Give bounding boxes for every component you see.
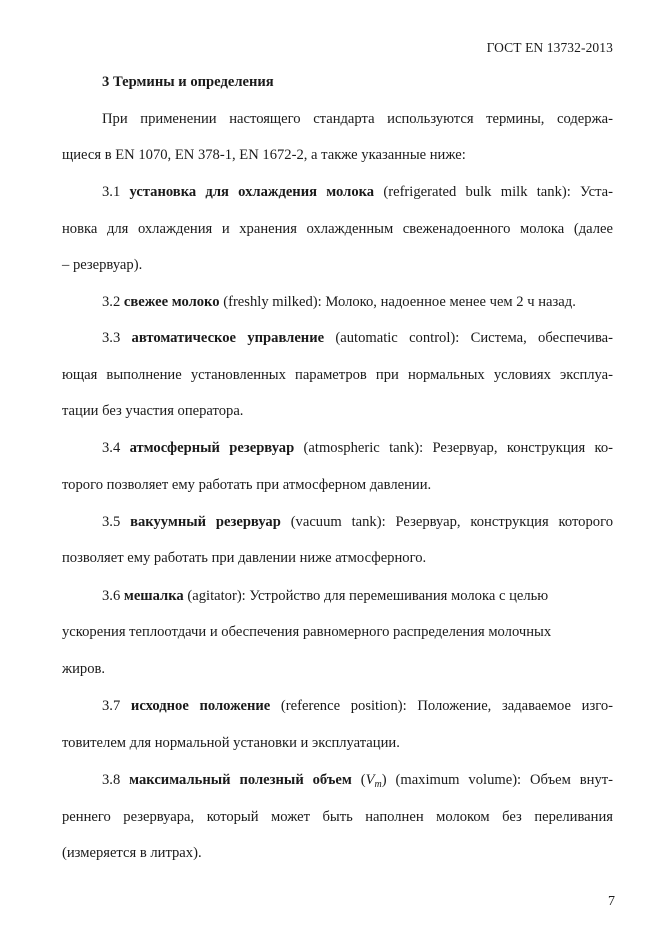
symbol-close-paren: ) [381, 772, 387, 788]
term-name: атмосферный резервуар [129, 440, 295, 456]
term-3-6-line-2: ускорения теплоотдачи и обеспечения равномерного распределения молочных [62, 624, 552, 640]
term-3-2-line-1 [62, 292, 576, 312]
section-title: 3 Термины и определения [102, 74, 274, 90]
volume-symbol: V [365, 772, 375, 788]
term-3-3-line-3: тации без участия оператора. [62, 403, 244, 419]
term-name: исходное положение [130, 698, 271, 714]
term-3-4-line-1 [62, 438, 613, 458]
term-definition: (vacuum tank): Резервуар, конструкция которого [280, 514, 613, 530]
symbol-open-paren: ( [351, 772, 366, 788]
term-definition: (freshly milked): Молоко, надоенное менее чем 2 ч назад. [219, 294, 576, 310]
term-name: свежее молоко [123, 294, 220, 310]
term-name: максимальный полезный объем [129, 772, 352, 788]
page-number: 7 [608, 894, 615, 909]
intro-line-1: При применении настоящего стандарта используются термины, содержа- [102, 111, 613, 127]
term-3-6-line-3: жиров. [62, 661, 106, 677]
term-3-1-line-2: новка для охлаждения и хранения охлажденным свеженадоенного молока (далее [62, 221, 613, 237]
term-definition: (automatic control): Система, обеспечива- [324, 330, 613, 346]
term-definition: (reference position): Положение, задаваемое изго- [270, 698, 613, 714]
term-3-8-line-1 [62, 770, 613, 790]
term-3-3-line-2: ющая выполнение установленных параметров при нормальных условиях эксплуа- [62, 367, 613, 383]
term-number: 3.3 [102, 330, 132, 346]
term-number: 3.6 [102, 588, 124, 604]
intro-line-2: щиеся в EN 1070, EN 378-1, EN 1672-2, а также указанные ниже: [62, 147, 466, 163]
term-3-7-line-2: товителем для нормальной установки и эксплуатации. [62, 735, 400, 751]
term-3-6-line-1 [62, 586, 548, 606]
term-definition: (refrigerated bulk milk tank): Уста- [374, 184, 613, 200]
term-3-8-line-2: реннего резервуара, который может быть наполнен молоком без переливания [62, 809, 613, 825]
term-name: мешалка [123, 588, 184, 604]
term-name: установка для охлаждения молока [129, 184, 375, 200]
term-number: 3.7 [102, 698, 131, 714]
term-3-7-line-1 [62, 696, 613, 716]
term-name: вакуумный резервуар [130, 514, 281, 530]
term-number: 3.5 [102, 514, 131, 530]
term-definition: (agitator): Устройство для перемешивания молока с целью [183, 588, 549, 604]
term-3-8-line-3: (измеряется в литрах). [62, 845, 202, 861]
term-number: 3.4 [102, 440, 130, 456]
term-definition: (maximum volume): Объем внут- [386, 772, 613, 788]
term-number: 3.2 [102, 294, 124, 310]
document-code-header: ГОСТ EN 13732-2013 [486, 40, 613, 55]
term-number: 3.1 [102, 184, 130, 200]
term-3-1-line-3: – резервуар). [62, 257, 143, 273]
term-3-5-line-2: позволяет ему работать при давлении ниже атмосферного. [62, 550, 427, 566]
term-3-4-line-2: торого позволяет ему работать при атмосферном давлении. [62, 477, 432, 493]
term-3-3-line-1 [62, 328, 613, 348]
term-3-1-line-1 [62, 182, 613, 202]
term-definition: (atmospheric tank): Резервуар, конструкция ко- [294, 440, 613, 456]
volume-symbol-subscript: m [374, 779, 382, 790]
term-name: автоматическое управление [131, 330, 325, 346]
term-number: 3.8 [102, 772, 130, 788]
term-3-5-line-1 [62, 512, 613, 532]
